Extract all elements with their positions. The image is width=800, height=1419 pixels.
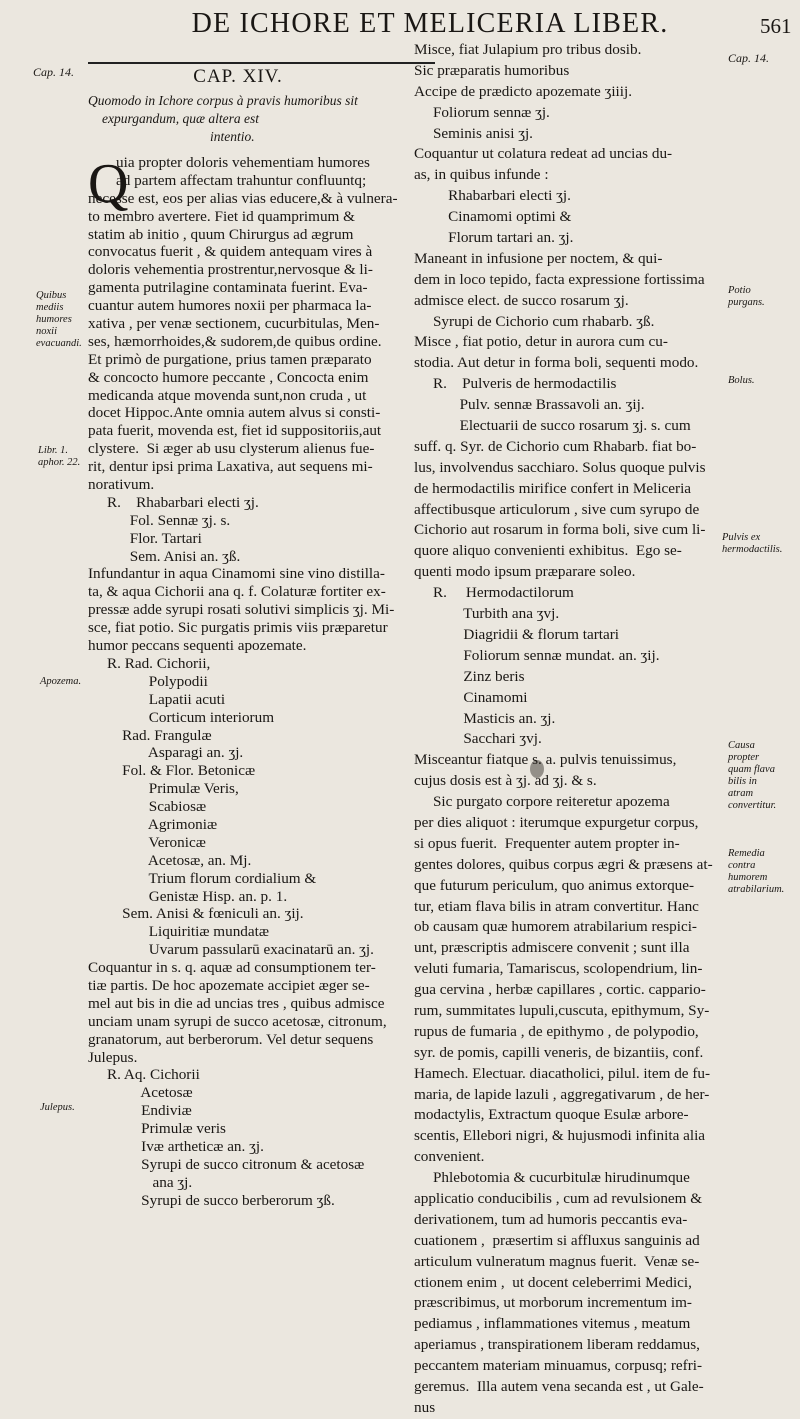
page-number: 561	[760, 14, 792, 38]
text-line: geremus. Illa autem vena secanda est , ut Gale-	[414, 1378, 704, 1395]
text-line: Rad. Frangulæ	[88, 726, 212, 744]
text-line: Liquiritiæ mundatæ	[88, 923, 269, 941]
text-line: Julepus.	[88, 1048, 138, 1066]
text-line: gamenta putrilagine contaminata fuerint. Eva-	[88, 279, 368, 297]
text-line: derivationem, tum ad humoris peccantis eva-	[414, 1210, 688, 1228]
text-line: tur, etiam flava bilis in atram convertitur. Hanc	[414, 897, 699, 915]
margin-note-quibus-mediis: Quibus mediis humores noxii evacuandi.	[36, 290, 82, 349]
text-line: syr. de pomis, capilli veneris, de bizantiis, conf.	[414, 1043, 704, 1061]
text-line: peccantem materiam minuamus, corpusq; refri-	[414, 1357, 703, 1375]
text-line: humor peccans sequenti apozemate.	[88, 637, 307, 655]
text-line: Diagridii & florum tartari	[414, 625, 619, 643]
text-line: Foliorum sennæ mundat. an. ʒij.	[414, 646, 660, 664]
text-line: gentes dolores, quibus corpus ægri & præsens at-	[414, 855, 713, 873]
text-line: Turbith ana ʒvj.	[414, 605, 560, 623]
text-line: Foliorum sennæ ʒj.	[414, 103, 550, 121]
text-line: rupus de fumaria , de epithymo , de polypodio,	[414, 1022, 699, 1040]
text-line: Zinz beris	[414, 667, 525, 685]
text-line: as, in quibus infunde :	[414, 166, 549, 184]
text-line: ad partem affectam trahuntur confluuntq;	[116, 171, 367, 189]
chapter-heading: CAP. XIV.	[193, 66, 283, 87]
text-line: maria, de lapide lazuli , aggregativarum , de her-	[414, 1085, 710, 1103]
text-line: Infundantur in aqua Cinamomi sine vino distilla-	[88, 565, 385, 583]
text-line: Accipe de prædicto apozemate ʒiiij.	[414, 82, 633, 100]
text-line: doloris vehementia prostrentur,nervosque & li-	[88, 261, 373, 279]
text-line: Masticis an. ʒj.	[414, 709, 556, 727]
text-line: scentis, Ellebori nigri, & hujusmodi infinita alia	[414, 1127, 706, 1145]
right-column-body	[414, 40, 726, 1419]
text-line: Fol. Sennæ ʒj. s.	[88, 511, 231, 529]
running-title: DE ICHORE ET MELICERIA LIBER.	[191, 8, 669, 39]
text-line: gua cervina , herbæ capillares , cortic. cappario-	[414, 981, 706, 999]
text-line: ta, & aqua Cichorii ana q. f. Colaturæ fortiter ex-	[88, 583, 386, 601]
text-line: Cinamomi	[414, 688, 528, 706]
text-line: Syrupi de Cichorio cum rhabarb. ʒß.	[414, 312, 655, 330]
text-line: R. Aq. Cichorii	[88, 1066, 200, 1084]
text-line: statim ab initio , quum Chirurgus ad ægrum	[88, 225, 354, 243]
text-line: Hamech. Electuar. diacatholici, pilul. item de fu-	[414, 1064, 711, 1082]
text-line: Pulv. sennæ Brassavoli an. ʒij.	[414, 396, 645, 414]
text-line: necesse est, eos per alias vias educere,& à vulnera-	[88, 189, 398, 207]
text-line: Phlebotomia & cucurbitulæ hirudinumque	[414, 1169, 690, 1187]
text-line: R. Rhabarbari electi ʒj.	[88, 493, 259, 511]
text-line: aperiamus , transpirationem liberam reddamus,	[414, 1336, 700, 1354]
text-line: Endiviæ	[88, 1102, 192, 1120]
margin-note-potio-purgans: Potio purgans.	[728, 285, 765, 308]
text-line: unciam unam syrupi de succo acetosæ, citronum,	[88, 1012, 387, 1030]
text-line: convocatus fuerit , & quidem antequam vires à	[88, 243, 373, 261]
text-line: cuantur autem humores noxii per pharmaca la-	[88, 297, 372, 315]
text-line: uia propter doloris vehementiam humores	[116, 154, 370, 171]
header-rule	[88, 62, 435, 64]
text-line: præscribimus, ut morborum incrementum im-	[414, 1294, 692, 1312]
text-line: granatorum, aut berberorum. Vel detur sequens	[88, 1030, 374, 1048]
text-line: Acetosæ	[88, 1084, 193, 1102]
text-line: articulum vulneratum magnus fuerit. Venæ se-	[414, 1252, 700, 1270]
text-line: xativa , per venæ sectionem, cucurbitulas, Men-	[88, 315, 380, 333]
text-line: Sacchari ʒvj.	[414, 730, 542, 748]
text-line: affectibusque articulorum , sive cum syrupo de	[414, 500, 700, 518]
text-line: Misce, fiat Julapium pro tribus dosib.	[414, 41, 642, 58]
text-line: Scabiosæ	[88, 798, 207, 816]
text-line: Primulæ veris	[88, 1120, 226, 1138]
left-column	[88, 66, 443, 146]
text-line: Cinamomi optimi &	[414, 208, 572, 226]
text-line: rum, summitates lupuli,cuscuta, epithymum, Sy-	[414, 1001, 710, 1019]
text-line: Sic purgato corpore reiteretur apozema	[414, 793, 670, 811]
text-line: Syrupi de succo berberorum ʒß.	[88, 1191, 335, 1209]
text-line: lus, involvendus sacchiaro. Solus quoque pulvis	[414, 458, 706, 476]
text-line: convenient.	[414, 1148, 485, 1166]
text-line: applicatio conducibilis , cum ad revulsionem &	[414, 1189, 703, 1207]
text-line: Seminis anisi ʒj.	[414, 124, 533, 142]
margin-note-pulvis: Pulvis ex hermodactilis.	[722, 532, 783, 555]
text-line: Trium florum cordialium &	[88, 869, 317, 887]
text-line: cujus dosis est à ʒj. ad ʒj. & s.	[414, 772, 597, 790]
text-line: ob causam quæ humorem atrabilarium respici-	[414, 918, 697, 936]
text-line: Acetosæ, an. Mj.	[88, 851, 252, 869]
text-line: medicanda atque movenda sunt,non cruda , ut	[88, 386, 367, 404]
text-line: Misce , fiat potio, detur in aurora cum cu-	[414, 333, 668, 351]
ink-smudge	[530, 760, 544, 778]
text-line: to membro avertere. Fiet id quamprimum &	[88, 207, 355, 225]
text-line: Sem. Anisi & fœniculi an. ʒij.	[88, 905, 304, 923]
text-line: rit, dentur ipsi prima Laxativa, aut sequens mi-	[88, 458, 373, 476]
text-line: tiæ partis. De hoc apozemate accipiet æger se-	[88, 976, 370, 994]
text-line: Misceantur fiatque s. a. pulvis tenuissimus,	[414, 751, 677, 769]
text-line: Asparagi an. ʒj.	[88, 744, 244, 762]
text-line: Electuarii de succo rosarum ʒj. s. cum	[414, 417, 691, 435]
text-line: Lapatii acuti	[88, 690, 226, 708]
text-line: docet Hippoc.Ante omnia autem alvus si consti-	[88, 404, 381, 422]
text-line: R. Rad. Cichorii,	[88, 654, 211, 672]
text-line: Uvarum passularū exacinatarū an. ʒj.	[88, 941, 374, 959]
text-line: Veronicæ	[88, 833, 206, 851]
margin-note-apozema: Apozema.	[40, 676, 82, 687]
text-line: quore aliquo convenienti exhibitus. Ego se-	[414, 542, 682, 560]
text-line: Corticum interiorum	[88, 708, 275, 726]
text-line: dem in loco tepido, facta expressione fortissima	[414, 270, 705, 288]
text-line: modactylis, Extractum quoque Esulæ arbore-	[414, 1106, 689, 1124]
text-line: stodia. Aut detur in forma boli, sequenti modo.	[414, 354, 699, 372]
text-line: per dies aliquot : iterumque expurgetur corpus,	[414, 813, 699, 831]
text-line: Syrupi de succo citronum & acetosæ	[88, 1155, 365, 1173]
text-line: pata fuerit, movenda est, fiet id suppositoriis,aut	[88, 422, 382, 440]
margin-note-causa: Causa propter quam flava bilis in atram convertitur.	[728, 740, 777, 811]
text-line: que futurum periculum, quo animus extorque-	[414, 876, 695, 894]
text-line: R. Hermodactilorum	[414, 584, 574, 602]
margin-note-libr-aphor: Libr. 1. aphor. 22.	[38, 445, 81, 468]
text-line: clystere. Si æger ab usu clysterum alienus fue-	[88, 440, 375, 458]
text-line: suff. q. Syr. de Cichorio cum Rhabarb. fiat bo-	[414, 437, 697, 455]
margin-note-cap-right: Cap. 14.	[728, 51, 770, 65]
text-line: Coquantur ut colatura redeat ad uncias du-	[414, 145, 673, 163]
text-line: Rhabarbari electi ʒj.	[414, 187, 571, 205]
text-line: si opus fuerit. Frequenter autem propter in-	[414, 834, 680, 852]
margin-note-julepus: Julepus.	[40, 1102, 75, 1113]
text-line: pressæ adde syrupi rosati solutivi simplicis ʒj. Mi-	[88, 601, 395, 619]
text-line: de hermodactilis mirifice confert in Meliceria	[414, 479, 692, 497]
text-line: ana ʒj.	[88, 1173, 193, 1191]
text-line: mel aut bis in die ad uncias tres , quibus admisce	[88, 994, 385, 1012]
text-line: sce, fiat potio. Sic purgatis primis viis præparetur	[88, 619, 388, 637]
text-line: R. Pulveris de hermodactilis	[414, 375, 617, 393]
text-line: norativum.	[88, 476, 155, 494]
text-line: Ivæ artheticæ an. ʒj.	[88, 1137, 264, 1155]
text-line: Genistæ Hisp. an. p. 1.	[88, 887, 288, 905]
text-line: admisce elect. de succo rosarum ʒj.	[414, 291, 629, 309]
text-line: Et primò de purgatione, prius tamen præparato	[88, 350, 372, 368]
text-line: Fol. & Flor. Betonicæ	[88, 762, 256, 780]
text-line: ctionem enim , ut docent celeberrimi Medici,	[414, 1273, 692, 1291]
text-line: Sic præparatis humoribus	[414, 61, 570, 79]
text-line: pediamus , inflammationes vitemus , meatum	[414, 1315, 691, 1333]
text-line: quenti modo ipsum præparare soleo.	[414, 563, 636, 581]
text-line: ses, hæmorrhoides,& sudorem,de quibus ordine.	[88, 332, 382, 350]
text-line: cuationem , præsertim si affluxus sanguinis ad	[414, 1231, 700, 1249]
text-line: Maneant in infusione per noctem, & qui-	[414, 249, 663, 267]
margin-note-bolus: Bolus.	[728, 375, 755, 386]
text-line: Polypodii	[88, 672, 208, 690]
text-line: Cichorio aut rosarum in forma boli, sive cum li-	[414, 521, 706, 539]
text-line: veluti fumaria, Tamariscus, scolopendrium, lin-	[414, 960, 703, 978]
text-line: & concocto humore peccante , Concocta enim	[88, 368, 369, 386]
text-line: Flor. Tartari	[88, 529, 202, 547]
chapter-subtitle-line: intentio.	[210, 129, 255, 144]
text-line: Primulæ Veris,	[88, 780, 239, 798]
text-line: unt, præscriptis admiscere convenit ; sunt illa	[414, 939, 690, 957]
text-line: Coquantur in s. q. aquæ ad consumptionem ter-	[88, 959, 376, 977]
text-line: Agrimoniæ	[88, 815, 218, 833]
text-line: Sem. Anisi an. ʒß.	[88, 547, 241, 565]
margin-note-remedia: Remedia contra humorem atrabilarium.	[728, 848, 785, 895]
text-line: Florum tartari an. ʒj.	[414, 229, 574, 247]
margin-note-cap-left: Cap. 14.	[33, 65, 75, 79]
chapter-subtitle-line: Quomodo in Ichore corpus à pravis humoribus sit	[88, 93, 358, 108]
drop-capital: Q	[88, 153, 129, 215]
text-line: nus	[414, 1398, 436, 1416]
chapter-subtitle-line: expurgandum, quæ altera est	[102, 111, 259, 126]
left-column-body	[88, 154, 443, 1210]
